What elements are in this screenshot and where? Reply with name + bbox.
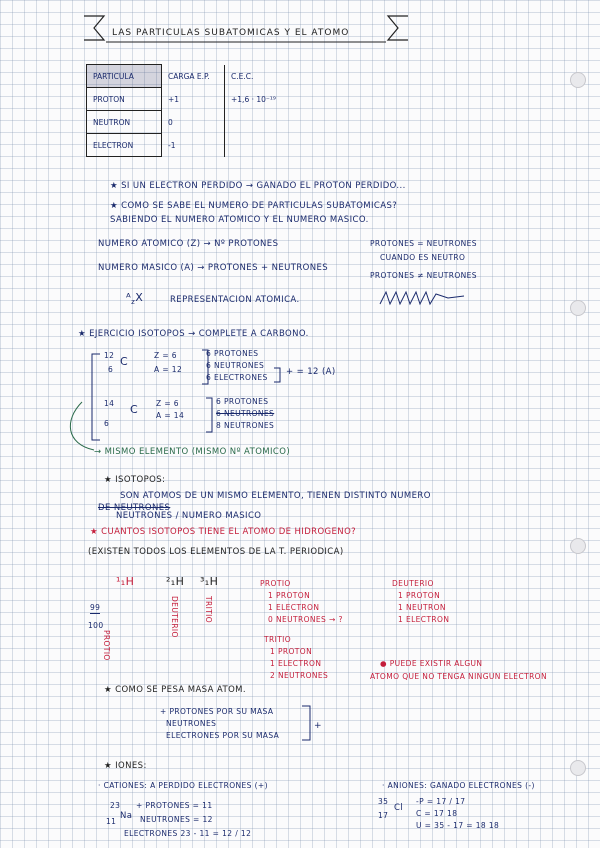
table-cell: -1 bbox=[162, 134, 225, 157]
particle-count: 6 ELECTRONES bbox=[206, 373, 268, 382]
note-line: ★ SI UN ELECTRON PERDIDO → GANADO EL PROTON PERDIDO... bbox=[110, 181, 406, 191]
punch-hole-top bbox=[570, 72, 586, 88]
isotope-detail: 1 ELECTRON bbox=[270, 659, 322, 668]
isotope-detail: PROTIO bbox=[260, 579, 291, 588]
table-cell: +1,6 · 10⁻¹⁹ bbox=[231, 94, 276, 104]
red-note: ATOMO QUE NO TENGA NINGUN ELECTRON bbox=[370, 672, 547, 681]
mass-line: ELECTRONES POR SU MASA bbox=[166, 731, 280, 740]
table-header-cell: C.E.C. bbox=[231, 71, 254, 81]
table-cell: 0 bbox=[162, 111, 225, 134]
particle-count: 6 PROTONES bbox=[206, 349, 259, 358]
equation: Z = 6 bbox=[154, 351, 177, 360]
scribble-doodle bbox=[378, 288, 468, 308]
table-header-cell: PARTICULA bbox=[87, 65, 162, 88]
isotope-name-vertical: DEUTERIO bbox=[170, 596, 179, 638]
particle-count: 8 NEUTRONES bbox=[216, 421, 275, 430]
section-heading: ★ EJERCICIO ISOTOPOS → COMPLETE A CARBONO. bbox=[78, 329, 309, 339]
isotope-symbol: ²₁H bbox=[166, 575, 185, 588]
isotope-symbol: ³₁H bbox=[200, 575, 219, 588]
atomic-number: 6 bbox=[104, 419, 110, 428]
mass-bracket bbox=[300, 704, 330, 744]
section-heading: ★ ISOTOPOS: bbox=[104, 475, 166, 485]
fraction-denominator: 100 bbox=[88, 621, 104, 630]
equation: Z = 6 bbox=[156, 399, 179, 408]
note-line: SON ATOMOS DE UN MISMO ELEMENTO, TIENEN DISTINTO NUMERO bbox=[120, 491, 431, 501]
table-cell: ELECTRON bbox=[87, 134, 162, 157]
bracket-doodle bbox=[60, 340, 360, 460]
punch-hole-upper bbox=[570, 300, 586, 316]
mass-number: 14 bbox=[104, 399, 115, 408]
ion-line: -P = 17 / 17 bbox=[416, 797, 466, 806]
ion-line: ELECTRONES 23 - 11 = 12 / 12 bbox=[124, 829, 252, 838]
table-cell: +1 bbox=[162, 88, 225, 111]
question-note: (EXISTEN TODOS LOS ELEMENTOS DE LA T. PERIODICA) bbox=[88, 547, 344, 557]
note-line: NUMERO MASICO (A) → PROTONES + NEUTRONES bbox=[98, 263, 329, 273]
isotope-detail: 1 NEUTRON bbox=[398, 603, 446, 612]
isotope-name-vertical: PROTIO bbox=[102, 630, 111, 661]
isotope-detail: 1 PROTON bbox=[270, 647, 313, 656]
element-symbol: C bbox=[120, 355, 129, 368]
isotope-detail: TRITIO bbox=[264, 635, 292, 644]
table-cell: NEUTRON bbox=[87, 111, 162, 134]
section-heading: ★ IONES: bbox=[104, 761, 147, 771]
red-note: ● PUEDE EXISTIR ALGUN bbox=[380, 659, 483, 668]
note-line: REPRESENTACION ATOMICA. bbox=[170, 295, 300, 305]
isotope-detail: 1 PROTON bbox=[398, 591, 441, 600]
ion-line: C = 17 18 bbox=[416, 809, 458, 818]
cation-heading: · CATIONES: A PERDIDO ELECTRONES (+) bbox=[98, 781, 268, 790]
side-note: CUANDO ES NEUTRO bbox=[380, 253, 466, 262]
ion-line: NEUTRONES = 12 bbox=[140, 815, 213, 824]
ion-symbol: Cl bbox=[394, 803, 404, 813]
equation: A = 14 bbox=[156, 411, 185, 420]
table-cell bbox=[225, 111, 318, 134]
ion-mass-number: 35 bbox=[378, 797, 389, 806]
svg-text:+: + bbox=[314, 721, 322, 731]
mass-line: + PROTONES POR SU MASA bbox=[160, 707, 274, 716]
isotope-detail: 2 NEUTRONES bbox=[270, 671, 329, 680]
isotope-name-vertical: TRITIO bbox=[204, 596, 213, 624]
side-note: PROTONES ≠ NEUTRONES bbox=[370, 271, 477, 280]
same-element-note: → MISMO ELEMENTO (MISMO Nº ATOMICO) bbox=[94, 447, 291, 457]
table-cell bbox=[225, 134, 318, 157]
particle-count: 6 PROTONES bbox=[216, 397, 269, 406]
punch-hole-lower bbox=[570, 760, 586, 776]
table-row bbox=[87, 65, 318, 88]
table-cell: PROTON bbox=[87, 88, 162, 111]
particles-table bbox=[86, 64, 318, 157]
mass-number: 12 bbox=[104, 351, 115, 360]
equation: A = 12 bbox=[154, 365, 183, 374]
mass-line: NEUTRONES bbox=[166, 719, 217, 728]
ion-symbol: Na bbox=[120, 811, 133, 821]
question: ★ CUANTOS ISOTOPOS TIENE EL ATOMO DE HIDROGENO? bbox=[90, 527, 357, 537]
note-line: NUMERO ATOMICO (Z) → Nº PROTONES bbox=[98, 239, 279, 249]
note-line: DE NEUTRONES bbox=[98, 503, 171, 513]
side-note: PROTONES = NEUTRONES bbox=[370, 239, 477, 248]
isotope-detail: DEUTERIO bbox=[392, 579, 434, 588]
note-line: SABIENDO EL NUMERO ATOMICO Y EL NUMERO MASICO. bbox=[110, 215, 369, 225]
isotope-detail: 0 NEUTRONES → ? bbox=[268, 615, 343, 624]
table-header-cell: CARGA E.P. bbox=[162, 65, 225, 88]
isotope-detail: 1 ELECTRON bbox=[268, 603, 320, 612]
ion-line: + PROTONES = 11 bbox=[136, 801, 213, 810]
ion-atomic-number: 11 bbox=[106, 817, 117, 826]
note-line: NEUTRONES / NUMERO MASICO bbox=[116, 511, 262, 521]
section-heading: ★ COMO SE PESA MASA ATOM. bbox=[104, 685, 246, 695]
atomic-number: 6 bbox=[108, 365, 114, 374]
fraction-numerator: 99 bbox=[90, 603, 101, 612]
table-row bbox=[87, 134, 318, 157]
isotope-detail: 1 PROTON bbox=[268, 591, 311, 600]
note-line: ★ COMO SE SABE EL NUMERO DE PARTICULAS SUBATOMICAS? bbox=[110, 201, 398, 211]
particle-count: 6 NEUTRONES bbox=[206, 361, 265, 370]
punch-hole-middle bbox=[570, 538, 586, 554]
table-row bbox=[87, 111, 318, 134]
atom-notation: ᴬ$_z$X bbox=[126, 291, 144, 307]
ion-atomic-number: 17 bbox=[378, 811, 389, 820]
element-symbol: C bbox=[130, 403, 139, 416]
anion-heading: · ANIONES: GANADO ELECTRONES (-) bbox=[382, 781, 535, 790]
isotope-symbol: ¹₁H bbox=[116, 575, 135, 588]
sum-result: + = 12 (A) bbox=[286, 367, 336, 377]
page-title: LAS PARTICULAS SUBATOMICAS Y EL ATOMO bbox=[112, 28, 350, 38]
ion-mass-number: 23 bbox=[110, 801, 121, 810]
table-row bbox=[87, 88, 318, 111]
isotope-detail: 1 ELECTRON bbox=[398, 615, 450, 624]
particle-count: 6 NEUTRONES bbox=[216, 409, 275, 418]
ion-line: U = 35 - 17 = 18 18 bbox=[416, 821, 500, 830]
